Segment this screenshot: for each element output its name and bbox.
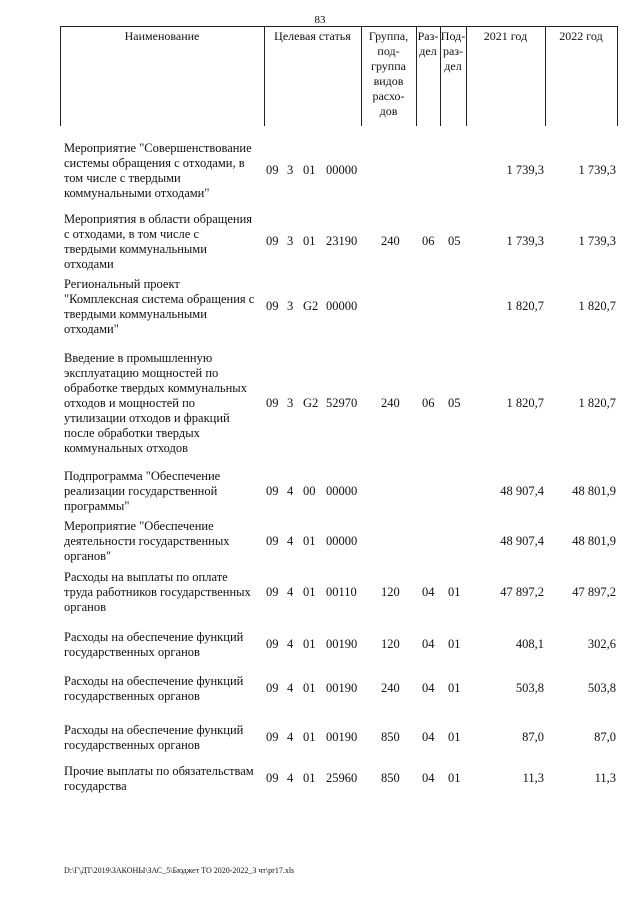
header-podrazdel: Под- раз- дел: [440, 29, 466, 73]
row-name: Мероприятие "Обеспечение деятельности государственных органов": [64, 519, 230, 563]
target-subprogram-code: 3: [287, 299, 294, 313]
header-group: Группа, под- группа видов расхо- дов: [368, 29, 409, 118]
row-name: Расходы на обеспечение функций государственных органов: [64, 723, 244, 752]
target-activity-code: 00: [303, 484, 316, 498]
amount-2021: 1 739,3: [506, 234, 544, 248]
amount-2021: 48 907,4: [500, 534, 544, 548]
target-program-code: 09: [266, 585, 279, 599]
target-subprogram-code: 3: [287, 163, 294, 177]
row-name: Мероприятия в области обращения с отходами, в том числе с твердыми коммунальными отходами: [64, 212, 253, 271]
row-name: Прочие выплаты по обязательствам государства: [64, 764, 254, 793]
podrazdel-code: 01: [448, 637, 461, 651]
expense-group-code: 850: [381, 771, 400, 785]
header-divider: [617, 26, 618, 126]
target-activity-code: 01: [303, 637, 316, 651]
header-2021: 2021 год: [483, 29, 528, 43]
expense-group-code: 240: [381, 234, 400, 248]
amount-2022: 1 739,3: [578, 163, 616, 177]
target-subprogram-code: 4: [287, 484, 294, 498]
table-header: [60, 26, 617, 126]
target-subprogram-code: 4: [287, 637, 294, 651]
target-subprogram-code: 4: [287, 771, 294, 785]
target-program-code: 09: [266, 681, 279, 695]
row-name: Подпрограмма "Обеспечение реализации государственной программы": [64, 469, 221, 513]
target-program-code: 09: [266, 730, 279, 744]
razdel-code: 04: [422, 730, 435, 744]
razdel-code: 06: [422, 234, 435, 248]
header-top-border: [60, 26, 617, 27]
amount-2021: 503,8: [515, 681, 544, 695]
row-name: Введение в промышленную эксплуатацию мощностей по обработке твердых коммунальных отходов и мощностей по утилизации отходов и фракций после обработки твердых коммунальных отходов: [64, 351, 247, 455]
target-subprogram-code: 3: [287, 234, 294, 248]
row-name: Региональный проект "Комплексная система обращения с твердыми коммунальными отходами": [64, 277, 255, 336]
amount-2021: 47 897,2: [500, 585, 544, 599]
target-subprogram-code: 4: [287, 534, 294, 548]
podrazdel-code: 01: [448, 771, 461, 785]
row-name: Расходы на обеспечение функций государственных органов: [64, 630, 244, 659]
target-program-code: 09: [266, 234, 279, 248]
header-name: Наименование: [124, 29, 200, 43]
amount-2022: 1 739,3: [578, 234, 616, 248]
target-activity-code: 01: [303, 730, 316, 744]
target-direction-code: 52970: [326, 396, 358, 410]
amount-2021: 11,3: [522, 771, 544, 785]
target-program-code: 09: [266, 771, 279, 785]
target-activity-code: 01: [303, 585, 316, 599]
target-subprogram-code: 3: [287, 396, 294, 410]
target-program-code: 09: [266, 484, 279, 498]
target-direction-code: 00000: [326, 534, 358, 548]
target-direction-code: 00110: [326, 585, 357, 599]
amount-2021: 87,0: [522, 730, 544, 744]
target-direction-code: 00000: [326, 299, 358, 313]
amount-2022: 87,0: [594, 730, 616, 744]
header-razdel: Раз- дел: [417, 29, 439, 58]
target-direction-code: 23190: [326, 234, 358, 248]
expense-group-code: 850: [381, 730, 400, 744]
expense-group-code: 240: [381, 396, 400, 410]
row-name: Расходы на выплаты по оплате труда работников государственных органов: [64, 570, 251, 614]
target-subprogram-code: 4: [287, 681, 294, 695]
target-program-code: 09: [266, 534, 279, 548]
podrazdel-code: 01: [448, 585, 461, 599]
razdel-code: 04: [422, 771, 435, 785]
target-activity-code: 01: [303, 771, 316, 785]
target-subprogram-code: 4: [287, 585, 294, 599]
expense-group-code: 120: [381, 637, 400, 651]
row-name: Расходы на обеспечение функций государственных органов: [64, 674, 244, 703]
header-target: Целевая статья: [274, 29, 351, 43]
amount-2021: 48 907,4: [500, 484, 544, 498]
target-program-code: 09: [266, 637, 279, 651]
amount-2022: 11,3: [594, 771, 616, 785]
target-direction-code: 25960: [326, 771, 358, 785]
amount-2021: 1 820,7: [506, 299, 544, 313]
amount-2022: 47 897,2: [572, 585, 616, 599]
target-direction-code: 00190: [326, 637, 358, 651]
page-number: 83: [314, 14, 326, 26]
razdel-code: 06: [422, 396, 435, 410]
podrazdel-code: 05: [448, 234, 461, 248]
podrazdel-code: 01: [448, 730, 461, 744]
target-activity-code: 01: [303, 234, 316, 248]
amount-2021: 1 739,3: [506, 163, 544, 177]
amount-2022: 1 820,7: [578, 299, 616, 313]
target-activity-code: 01: [303, 163, 316, 177]
razdel-code: 04: [422, 585, 435, 599]
amount-2022: 48 801,9: [572, 534, 616, 548]
header-2022: 2022 год: [559, 29, 603, 43]
amount-2021: 408,1: [515, 637, 544, 651]
target-direction-code: 00000: [326, 163, 358, 177]
row-name: Мероприятие "Совершенствование системы обращения с отходами, в том числе с твердыми коммунальными отходами": [64, 141, 252, 200]
target-direction-code: 00190: [326, 681, 358, 695]
expense-group-code: 240: [381, 681, 400, 695]
target-program-code: 09: [266, 396, 279, 410]
target-activity-code: 01: [303, 534, 316, 548]
amount-2022: 503,8: [587, 681, 616, 695]
amount-2022: 1 820,7: [578, 396, 616, 410]
razdel-code: 04: [422, 637, 435, 651]
footer-path: D:\Г\ДТ\2019\ЗАКОНЫ\ЗАС_5\Бюджет ТО 2020-2022_3 чт\pr17.xls: [64, 866, 295, 875]
podrazdel-code: 05: [448, 396, 461, 410]
target-program-code: 09: [266, 163, 279, 177]
target-activity-code: G2: [303, 396, 319, 410]
expense-group-code: 120: [381, 585, 400, 599]
amount-2021: 1 820,7: [506, 396, 544, 410]
target-activity-code: G2: [303, 299, 319, 313]
target-activity-code: 01: [303, 681, 316, 695]
target-subprogram-code: 4: [287, 730, 294, 744]
amount-2022: 48 801,9: [572, 484, 616, 498]
target-program-code: 09: [266, 299, 279, 313]
amount-2022: 302,6: [587, 637, 616, 651]
target-direction-code: 00190: [326, 730, 358, 744]
razdel-code: 04: [422, 681, 435, 695]
target-direction-code: 00000: [326, 484, 358, 498]
podrazdel-code: 01: [448, 681, 461, 695]
